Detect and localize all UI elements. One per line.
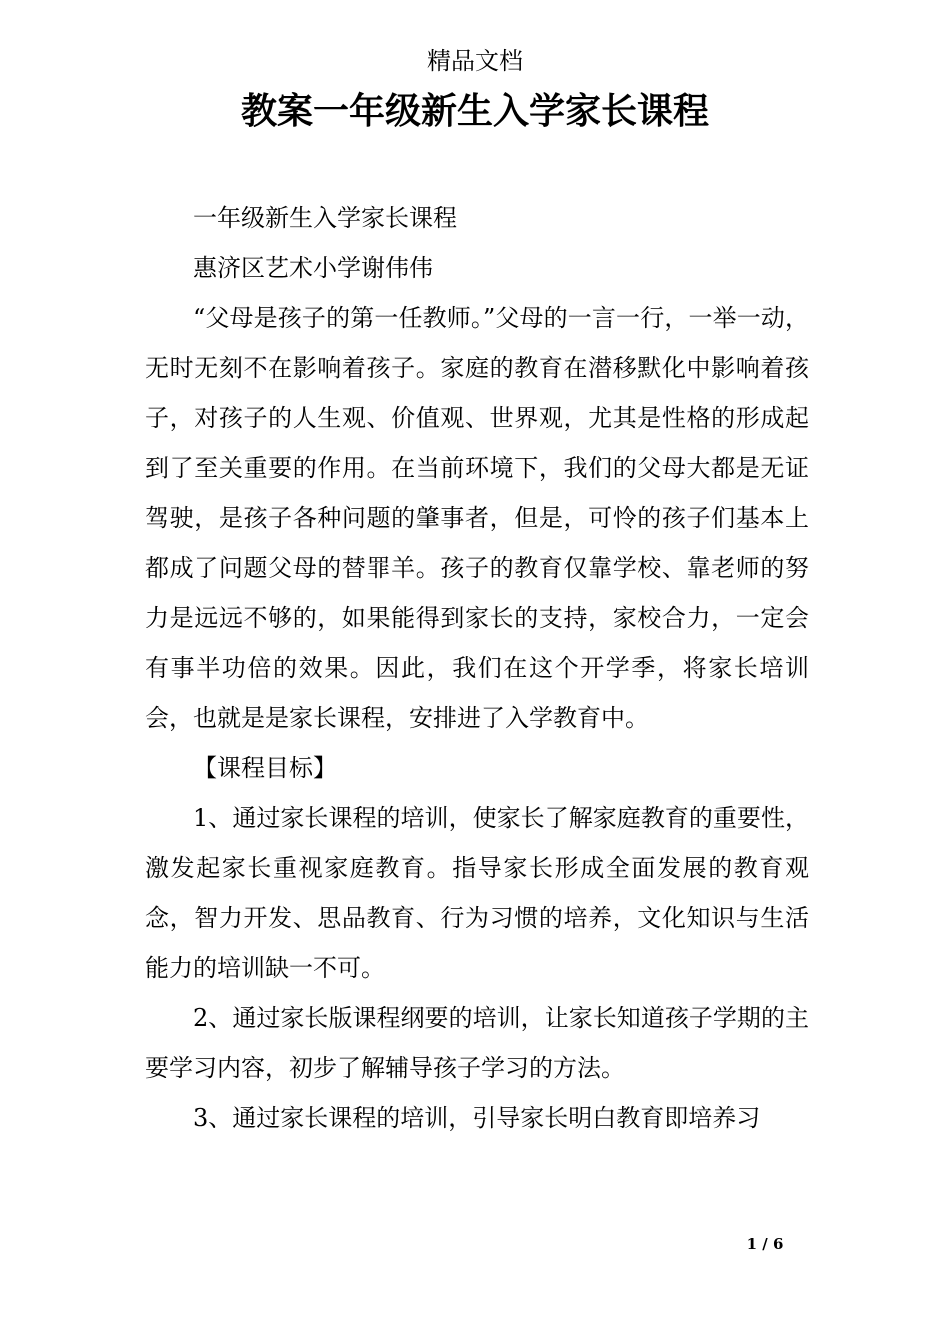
document-body: [145, 193, 809, 1143]
section-heading-course-goals: 【课程目标】: [193, 754, 337, 782]
goal-item-1: 1、通过家长课程的培训，使家长了解家庭教育的重要性，激发起家长重视家庭教育。指导家长形成全面发展的教育观念，智力开发、思品教育、行为习惯的培养，文化知识与生活能力的培训缺一不可。: [145, 804, 809, 982]
page-number: 1 / 6: [746, 1235, 784, 1253]
intro-paragraph: “父母是孩子的第一任教师。”父母的一言一行，一举一动，无时无刻不在影响着孩子。家庭的教育在潜移默化中影响着孩子，对孩子的人生观、价值观、世界观，尤其是性格的形成起到了至关重要的作用。在当前环境下，我们的父母大都是无证驾驶，是孩子各种问题的肇事者，但是，可怜的孩子们基本上都成了问题父母的替罪羊。孩子的教育仅靠学校、靠老师的努力是远远不够的，如果能得到家长的支持，家校合力，一定会有事半功倍的效果。因此，我们在这个开学季，将家长培训会，也就是是家长课程，安排进了入学教育中。: [145, 304, 809, 732]
course-name-line: 一年级新生入学家长课程: [193, 204, 457, 232]
goal-item-3: 3、通过家长课程的培训，引导家长明白教育即培养习: [193, 1104, 761, 1132]
goal-item-2: 2、通过家长版课程纲要的培训，让家长知道孩子学期的主要学习内容，初步了解辅导孩子学习的方法。: [145, 1004, 809, 1082]
author-line: 惠济区艺术小学谢伟伟: [193, 254, 433, 282]
page-header-label: 精品文档: [427, 47, 523, 75]
document-title: 教案一年级新生入学家长课程: [240, 90, 709, 132]
